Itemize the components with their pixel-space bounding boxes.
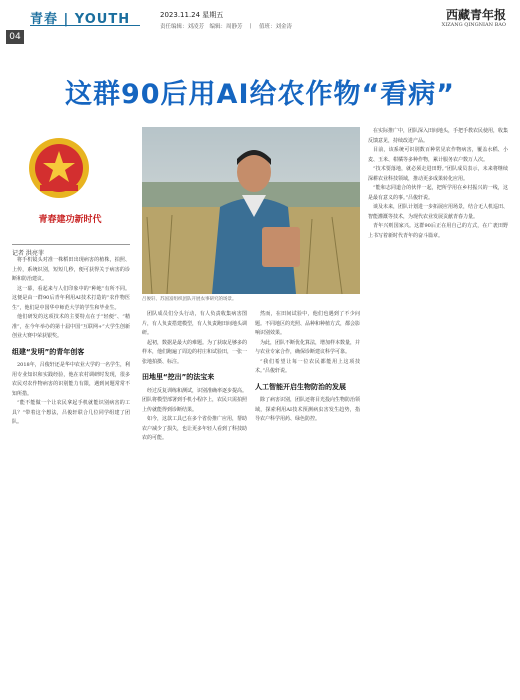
paragraph: 除了病害识别，团队还将目光投向生物防治领域，探索利用AI技术预测病虫害发生趋势，指导农户科学用药、绿色防控。 [255, 397, 360, 422]
paragraph: 这一幕，看起来与人们印象中的“种地”有所不同。这便是由一群90后青年利用AI技术打造的“农作物医生”，他们是中国华中师范大学的学生和毕业生。 [12, 285, 130, 311]
paragraph: “能和志同道合的伙伴一起，把所学用在乡村振兴的一线，这是最有意义的事。”吕俊轩说。 [368, 185, 508, 201]
paragraph: 然而，在田间试验中，他们也遇到了不少问题。不同地区的光照、品种和种植方式，都会影响识别效果。 [255, 311, 360, 336]
slogan: 青春建功新时代 [38, 215, 102, 225]
paragraph: 2018年，吕俊轩还是华中农业大学的一名学生，利用专业知识和实践经验，他在农村调研时发现，很多农民对农作物病害的识别能力有限，遇到问题常常不知所措。 [12, 362, 130, 397]
section-label: 青春 | YOUTH [30, 12, 131, 27]
paragraph: 团队成员们分头行动，有人负责收集病害图片，有人负责搭建模型，有人负责跑田间地头调研。 [142, 311, 247, 336]
youth-league-emblem-icon [26, 135, 92, 201]
page-number: 04 [6, 30, 24, 44]
paragraph: 将手机镜头对准一株稻田出现病害的植株，拍照、上传，系统识别，短短几秒，便可获得关于病害的诊断和防治建议。 [12, 257, 130, 282]
article-column-1 [12, 256, 130, 686]
paper-info: XIZANG QINGNIAN BAO [441, 22, 506, 28]
article-photo [142, 127, 360, 294]
article-column-2 [142, 310, 247, 686]
paragraph: 起初，数据是最大的难题。为了获取足够多的样本，他们跑遍了周边的村庄和试验田，一张一张地拍摄、标注。 [142, 339, 247, 365]
subheading: 田地里“挖出”的法宝来 [142, 373, 215, 381]
subheading: 组建“发明”的青年创客 [12, 347, 85, 356]
subheading: 人工智能开启生物防治的发展 [255, 382, 346, 391]
paragraph: 在实际推广中，团队深入田间地头，手把手教农民使用，收集反馈意见，持续改进产品。 [368, 128, 508, 144]
paragraph: 青年兴则国家兴。这群90后正在用自己的方式，在广袤田野上书写着新时代青年的奋斗篇章。 [368, 223, 508, 239]
paragraph: 如今，这款工具已在多个省份推广应用，帮助农户减少了损失，也让更多年轻人看到了科技助农的可能。 [142, 416, 247, 441]
paragraph: 为此，团队不断优化算法，增加样本数量，并与农业专家合作，确保诊断建议科学可靠。 [255, 339, 360, 355]
paragraph: 谈及未来，团队计划进一步拓展应用场景，结合无人机巡田、智能灌溉等技术，为现代农业发展贡献青春力量。 [368, 204, 508, 220]
photo-caption: 吕俊轩、苏国富组织团队开展农事研究的场景。 [142, 297, 237, 302]
paragraph: 经过反复训练和测试，识别准确率逐步提高。团队将模型部署到手机小程序上，农民只需拍照上传就能得到诊断结果。 [142, 387, 247, 413]
editor-line: 责任编辑：刘凌芳 编辑：周静芳 丨 值班：刘金涛 [160, 24, 293, 30]
page-header [0, 0, 520, 40]
paragraph: 目前，该系统可识别数百种常见农作物病害，覆盖水稻、小麦、玉米、柑橘等多种作物，累计服务农户数万人次。 [368, 147, 508, 163]
paragraph: “技术要落地，就必须走进田野。”团队成员表示，未来将继续深耕农业科技领域，推动更多成果转化应用。 [368, 166, 508, 182]
paragraph: 他们研发的这项技术的主要特点在于“轻便”、“精准”，在今年举办的第十届中国“互联网+”大学生创新创业大赛中荣获银奖。 [12, 314, 130, 339]
paragraph: “我们希望让每一位农民都能用上这项技术。”吕俊轩说。 [255, 358, 360, 374]
paragraph: “能不能做一个让农民拿起手机就能识别病害的工具？”带着这个想法，吕俊轩联合几位同学组建了团队。 [12, 400, 130, 425]
article-column-3 [255, 310, 360, 686]
byline: 记者 洪亮菲 [12, 244, 130, 257]
article-column-4 [368, 127, 508, 686]
issue-date: 2023.11.24 星期五 [160, 11, 224, 19]
header-rule [30, 25, 140, 26]
paper-name: 西藏青年报 [445, 8, 506, 22]
headline: 这群90后用AI给农作物“看病” [64, 79, 455, 110]
